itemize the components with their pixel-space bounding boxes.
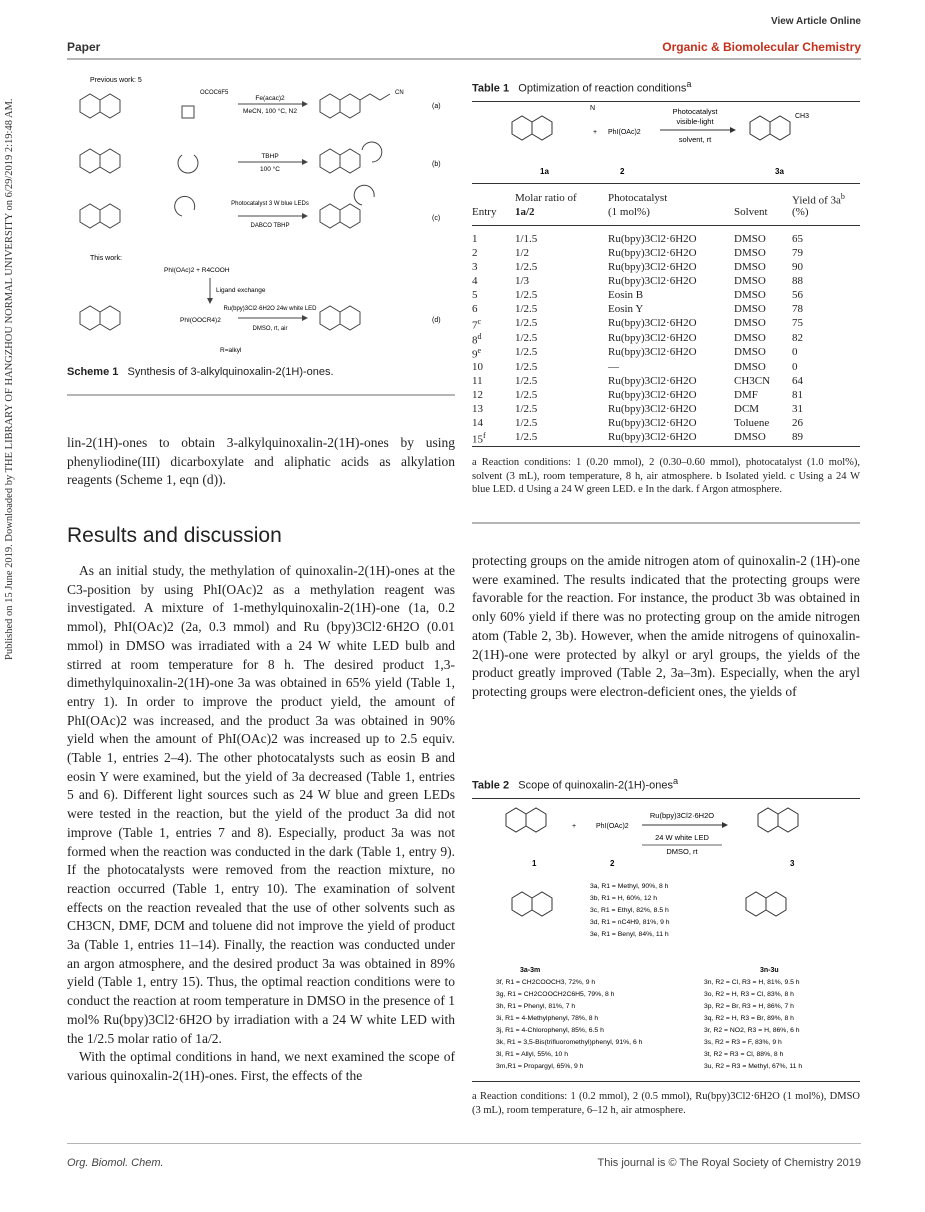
scheme-pre-3: PhI(OOCR4)2: [180, 317, 221, 324]
cell-entry: 1: [472, 233, 478, 245]
ring-a2: [100, 94, 120, 118]
cell-yield: 31: [792, 402, 803, 415]
scheme-row-d-bottom: DMSO, rt, air: [252, 326, 288, 332]
cell-solvent: DMSO: [734, 331, 766, 344]
table-row: [472, 317, 852, 332]
ring-d3: [320, 306, 340, 330]
scope-entry: 3i, R1 = 4-Methylphenyl, 78%, 8 h: [496, 1015, 599, 1022]
cell-entry: 15$^f$: [472, 430, 486, 446]
ether-ring: [178, 155, 198, 173]
t2-list-a: [590, 883, 670, 938]
results-text: [67, 562, 455, 1086]
table-1-caption: [472, 79, 692, 95]
t1-col-ratio-1: Molar ratio of: [515, 192, 577, 204]
footer-journal: Org. Biomol. Chem.: [67, 1157, 164, 1169]
cell-ratio: 1/1.5: [515, 233, 538, 245]
cell-cat: Ru(bpy)3Cl2·6H2O: [608, 233, 697, 245]
table-2-footnote: a Reaction conditions: 1 (0.2 mmol), 2 (0.5 mmol), Ru(bpy)3Cl2·6H2O (1 mol%), DMSO (3 mL), room temperature, 6–12 h, air atmosphere.: [472, 1091, 860, 1116]
t1-col-solvent: Solvent: [734, 206, 768, 218]
t2-label-2: 2: [610, 859, 615, 868]
scheme-row-b-bottom: 100 °C: [260, 166, 280, 173]
t1-conditions: solvent, rt: [678, 135, 712, 144]
table-1-bottom-rule: [472, 446, 860, 447]
cell-cat: Eosin Y: [608, 303, 644, 315]
cell-entry: 12: [472, 388, 483, 401]
cell-yield: 75: [792, 317, 803, 329]
ring-a3: [320, 94, 340, 118]
publication-sidebar: [4, 100, 18, 660]
table-1-caption-label: Table 1: [472, 82, 510, 95]
cell-ratio: 1/2.5: [515, 289, 538, 301]
t1-col-yield-1: Yield of $3a^b$: [792, 192, 845, 207]
t1-col-ratio-2: 1a/2: [515, 206, 535, 218]
cell-cat: Ru(bpy)3Cl2·6H2O: [608, 374, 697, 387]
scheme-previous-work: Previous work: 5: [90, 77, 142, 84]
table-row: [472, 389, 852, 403]
scope-entry: 3r, R2 = NO2, R3 = H, 86%, 6 h: [704, 1027, 800, 1034]
ring-b1: [80, 149, 100, 173]
table-row: [472, 275, 852, 289]
cell-cat: Ru(bpy)3Cl2·6H2O: [608, 416, 697, 429]
cell-solvent: DMSO: [734, 346, 766, 359]
table-1-caption-sup: a: [686, 79, 692, 89]
scope-entry: 3l, R1 = Allyl, 55%, 10 h: [496, 1051, 568, 1058]
t2-light: 24 W white LED: [655, 833, 709, 842]
table-2-caption-text: Scope of quinoxalin-2(1H)-ones: [518, 779, 673, 792]
cell-cat: —: [608, 360, 619, 373]
cell-entry: 8$^d$: [472, 331, 482, 347]
cell-solvent: DMSO: [734, 360, 766, 373]
cell-entry: 11: [472, 374, 483, 387]
chain-a: [360, 94, 390, 100]
table-row: [472, 431, 852, 446]
table-row: [472, 233, 852, 247]
scope-entry: 3o, R2 = H, R3 = Cl, 83%, 8 h: [704, 991, 794, 998]
cell-entry: 4: [472, 275, 478, 287]
intro-paragraph-end: lin-2(1H)-ones to obtain 3-alkylquinoxalin-2(1H)-ones by using phenyliodine(III) dicarboxylate and aliphatic acids as alkylation reagents (Scheme 1, eqn (d)).: [67, 435, 455, 488]
scheme-1-caption-label: Scheme 1: [67, 366, 119, 378]
header-section-label: Paper: [67, 40, 101, 54]
footer-rule: [67, 1143, 861, 1144]
scheme-row-a-top: Fe(acac)2: [255, 95, 285, 102]
cell-yield: 56: [792, 289, 803, 301]
cell-yield: 82: [792, 331, 803, 344]
entry-footnote-mark: c: [477, 317, 482, 326]
ring-c1: [80, 204, 100, 228]
t2-list-left: [496, 979, 643, 1070]
scope-entry: 3j, R1 = 4-Chlorophenyl, 85%, 6.5 h: [496, 1027, 604, 1034]
cell-solvent: Toluene: [734, 416, 770, 429]
table-2-caption: [472, 776, 678, 792]
cell-yield: 65: [792, 233, 803, 245]
table-1-footnote: a Reaction conditions: 1 (0.20 mmol), 2 (0.30–0.60 mmol), photocatalyst (1.0 mol%), solvent (3 mL), room temperature, 8 h, air atmosphere. b Isolated yield. c Using a 24 W blue LED. d Using a 24 W green LED. e In the dark. f Argon atmosphere.: [472, 457, 860, 495]
footer-copyright: This journal is © The Royal Society of Chemistry 2019: [597, 1157, 861, 1169]
cell-solvent: DMSO: [734, 289, 766, 301]
cell-ratio: 1/2.5: [515, 374, 538, 387]
ring-b2: [100, 149, 120, 173]
cell-entry: 7$^c$: [472, 317, 482, 332]
cell-entry: 3: [472, 261, 478, 273]
t2-group-b: 3n-3u: [760, 967, 779, 974]
scope-entry: 3f, R1 = CH2COOCH3, 72%, 9 h: [496, 979, 596, 986]
t1-label-2: 2: [620, 167, 625, 176]
scheme-row-c-bottom: DABCO TBHP: [250, 223, 290, 229]
scheme-1-graphic: [70, 70, 460, 360]
table-1-reaction: [490, 104, 840, 180]
t1-col-cat-2: (1 mol%): [608, 206, 650, 218]
cell-cat: Ru(bpy)3Cl2·6H2O: [608, 247, 697, 259]
table-2-caption-label: Table 2: [472, 779, 510, 792]
entry-footnote-mark: d: [477, 331, 482, 341]
table-2-top-rule: [472, 798, 860, 799]
scope-entry: 3k, R1 = 3,5-Bis(trifluoromethyl)phenyl, 91%, 6 h: [496, 1039, 643, 1046]
scheme-row-b-id: (b): [432, 161, 441, 168]
entry-footnote-mark: e: [477, 346, 482, 356]
table-1-header-rule: [472, 183, 860, 184]
scope-entry: 3d, R1 = nC4H9, 81%, 9 h: [590, 919, 670, 926]
scheme-extra-label: OCOC6F5: [200, 90, 229, 96]
table-1-body-rule: [472, 225, 860, 226]
table-2-graphic: [472, 800, 860, 1085]
publication-note: Published on 15 June 2019. Downloaded by THE LIBRARY OF HANGZHOU NORMAL UNIVERSITY on 6/29/2019 2:19:48 AM.: [4, 98, 15, 660]
cell-solvent: DMSO: [734, 317, 766, 329]
cell-ratio: 1/2.5: [515, 388, 538, 401]
cell-yield: 0: [792, 360, 798, 373]
results-paragraph-1: As an initial study, the methylation of quinoxalin-2(1H)-ones at the C3-position by using PhI(OAc)2 as a methylation reagent was investigated. A mixture of 1-methylquinoxalin-2(1H)-one (1a, 0.2 mmol), PhI(OAc)2 (2a, 0.3 mmol) and Ru (bpy)3Cl2·6H2O (0.01 mmol) in DMSO was irradiated with a 24 W white LED bulb and stirred at room temperature for 8 h. The desired product 1,3-dimethylquinoxalin-2(1H)-one 3a was obtained in 65% yield (Table 1, entry 1). In order to improve the product yield, the amount of PhI(OAc)2 was increased, and the product 3a was obtained in 90% yield when the amount of PhI(OAc)2 was increased up to 2.5 equiv. (Table 1, entries 2–4). The other photocatalysts such as eosin B and eosin Y were examined, but the yield of 3a decreased (Table 1, entries 5 and 6). Different light sources such as 24 W blue and green LEDs were tested in the reaction, but the yield of the product 3a did not improve (Table 1, entries 7 and 8). Especially, product 3a was not formed when the reaction was conducted in the dark (Table 1, entry 9). If the photocatalysts were removed from the reaction mixture, no reaction occurred (Table 1, entry 10). The examination of solvent effects on the reaction revealed that the use of other solvents such as CH3CN, DMF, DCM and toluene did not improve the yield of product 3a (Table 1, entries 11–14). Finally, the reaction was conducted under an argon atmosphere, and the desired product 3a was obtained in 89% yield (Table 1, entry 15). Thus, the optimal reaction conditions were to conduct the reaction at room temperature in DMSO in the presence of 1 mol% Ru(bpy)3Cl2·6H2O by irradiation with a 24 W white LED with the 1/2.5 molar ratio of 1a/2.: [67, 563, 455, 1046]
section-heading: Results and discussion: [67, 524, 282, 547]
x-ring: [175, 196, 195, 216]
t2-label-1: 1: [532, 859, 537, 868]
scope-entry: 3t, R2 = R3 = Cl, 88%, 8 h: [704, 1051, 784, 1058]
table-1-end-rule: [472, 522, 860, 524]
cell-ratio: 1/2.5: [515, 317, 538, 329]
entry-footnote-mark: f: [483, 430, 486, 440]
cell-cat: Ru(bpy)3Cl2·6H2O: [608, 317, 697, 329]
scheme-product-sub: CN: [395, 90, 404, 96]
cell-yield: 90: [792, 261, 803, 273]
table-1-caption-text: Optimization of reaction conditions: [518, 82, 687, 95]
cell-cat: Ru(bpy)3Cl2·6H2O: [608, 331, 697, 344]
cell-ratio: 1/2: [515, 247, 530, 259]
table-row: [472, 375, 852, 389]
header-rule: [67, 58, 861, 60]
t1-col-cat-1: Photocatalyst: [608, 192, 668, 204]
cell-cat: Ru(bpy)3Cl2·6H2O: [608, 275, 697, 287]
scope-entry: 3a, R1 = Methyl, 90%, 8 h: [590, 883, 669, 890]
ring-a1: [80, 94, 100, 118]
table-row: [472, 261, 852, 275]
cell-ratio: 1/2.5: [515, 430, 538, 443]
table-row: [472, 247, 852, 261]
t2-label-3: 3: [790, 859, 795, 868]
t2-list-right: [704, 979, 802, 1070]
ring-a4: [340, 94, 360, 118]
scope-entry: 3g, R1 = CH2COOCH2C6H5, 79%, 8 h: [496, 991, 615, 998]
cell-cat: Ru(bpy)3Cl2·6H2O: [608, 402, 697, 415]
scheme-1-caption: [67, 366, 334, 378]
cell-cat: Ru(bpy)3Cl2·6H2O: [608, 388, 697, 401]
cell-ratio: 1/2.5: [515, 416, 538, 429]
cell-ratio: 1/2.5: [515, 331, 538, 344]
svg-text:N: N: [590, 105, 596, 112]
t1-col-entry: Entry: [472, 206, 497, 218]
table-1-top-rule: [472, 101, 860, 102]
table-row: [472, 289, 852, 303]
cell-yield: 79: [792, 247, 803, 259]
scheme-pre-2: Ligand exchange: [216, 287, 266, 294]
cell-entry: 2: [472, 247, 478, 259]
cell-yield: 0: [792, 346, 798, 359]
cell-ratio: 1/2.5: [515, 402, 538, 415]
scheme-pre-1: PhI(OAc)2 + R4COOH: [164, 267, 230, 274]
ring-b4: [340, 149, 360, 173]
ring-d4: [340, 306, 360, 330]
scheme-row-a-bottom: MeCN, 100 °C, N2: [243, 108, 297, 115]
svg-text:+: +: [572, 823, 577, 830]
results-paragraph-2: With the optimal conditions in hand, we next examined the scope of various quinoxalin-2(1H)-ones. First, the effects of the: [67, 1049, 455, 1083]
table-row: [472, 303, 852, 317]
cell-cat: Ru(bpy)3Cl2·6H2O: [608, 261, 697, 273]
ether-ring-product: [362, 142, 382, 162]
scheme-row-c-top: Photocatalyst 3 W blue LEDs: [231, 201, 309, 207]
cell-ratio: 1/2.5: [515, 261, 538, 273]
table-row: [472, 361, 852, 375]
scope-entry: 3q, R2 = H, R3 = Br, 89%, 8 h: [704, 1015, 794, 1022]
cell-solvent: DMF: [734, 388, 758, 401]
table-1-body: [472, 233, 860, 446]
t2-reagent: PhI(OAc)2: [596, 823, 629, 830]
t1-reagent: PhI(OAc)2: [608, 129, 641, 136]
cell-cat: Ru(bpy)3Cl2·6H2O: [608, 346, 697, 359]
cell-entry: 14: [472, 416, 483, 429]
cyclobutane: [182, 106, 194, 118]
cell-solvent: DMSO: [734, 303, 766, 315]
scope-entry: 3h, R1 = Phenyl, 81%, 7 h: [496, 1003, 576, 1010]
t1-catalyst: Photocatalyst: [672, 107, 718, 116]
cell-yield: 81: [792, 388, 803, 401]
scheme-row-b-top: TBHP: [261, 153, 279, 160]
cell-cat: Eosin B: [608, 289, 644, 301]
journal-title: Organic & Biomolecular Chemistry: [662, 40, 861, 54]
cell-solvent: DMSO: [734, 247, 766, 259]
cell-entry: 9e: [472, 346, 482, 361]
scope-entry: 3s, R2 = R3 = F, 83%, 9 h: [704, 1039, 782, 1046]
scheme-row-a-id: (a): [432, 103, 441, 110]
table-row: [472, 332, 852, 347]
scope-entry: 3c, R1 = Ethyl, 82%, 8.5 h: [590, 907, 669, 914]
cell-ratio: 1/2.5: [515, 360, 538, 373]
scheme-row-d-id: (d): [432, 317, 441, 324]
t1-col-yield-2: (%): [792, 206, 809, 218]
svg-text:CH3: CH3: [795, 113, 810, 120]
scheme-1-rule: [67, 394, 455, 396]
cell-solvent: DMSO: [734, 233, 766, 245]
x-ring-product: [354, 185, 374, 205]
scheme-row-c-id: (c): [432, 215, 441, 222]
scope-entry: 3p, R2 = Br, R3 = H, 86%, 7 h: [704, 1003, 794, 1010]
table-row: [472, 403, 852, 417]
cell-yield: 89: [792, 430, 803, 443]
scheme-r-label: R=alkyl: [220, 347, 242, 354]
table-row: [472, 346, 852, 361]
cell-solvent: DMSO: [734, 261, 766, 273]
cell-yield: 64: [792, 374, 803, 387]
cell-entry: 6: [472, 303, 478, 315]
ring-d1: [80, 306, 100, 330]
svg-text:+: +: [593, 129, 598, 136]
scope-entry: 3b, R1 = H, 60%, 12 h: [590, 895, 658, 902]
scheme-this-work: This work:: [90, 255, 122, 262]
t1-label-3a: 3a: [775, 167, 784, 176]
table-2-bottom-rule: [472, 1081, 860, 1082]
cell-solvent: CH3CN: [734, 374, 771, 387]
scope-entry: 3e, R1 = Benyl, 84%, 11 h: [590, 931, 669, 938]
cell-ratio: 1/2.5: [515, 346, 538, 359]
cell-entry: 10: [472, 360, 483, 373]
cell-solvent: DCM: [734, 402, 760, 415]
ring-c2: [100, 204, 120, 228]
scope-entry: 3u, R2 = R3 = Methyl, 67%, 11 h: [704, 1063, 803, 1070]
cell-solvent: DMSO: [734, 430, 766, 443]
table-2-caption-sup: a: [672, 776, 679, 786]
table-row: [472, 417, 852, 431]
cell-entry: 5: [472, 289, 478, 301]
ring-d2: [100, 306, 120, 330]
scheme-row-d-top: Ru(bpy)3Cl2·6H2O 24w white LED: [223, 306, 317, 312]
scope-entry: 3n, R2 = Cl, R3 = H, 81%, 9.5 h: [704, 979, 800, 986]
t1-light: visible-light: [676, 117, 714, 126]
ring-c3: [320, 204, 340, 228]
t2-conditions: DMSO, rt: [666, 847, 698, 856]
view-article-online-link[interactable]: View Article Online: [770, 16, 861, 27]
t2-catalyst: Ru(bpy)3Cl2·6H2O: [649, 811, 715, 820]
cell-ratio: 1/2.5: [515, 303, 538, 315]
right-paragraph: protecting groups on the amide nitrogen atom of quinoxalin-2 (1H)-one were examined. The results indicated that the protecting groups were favorable for the reaction. For instance, the product 3b was obtained in only 60% yield if there was no protecting group on the amide nitrogen atom (Table 2, 3b). However, when the amide nitrogens of quinoxalin-2(1H)-one were protected by alkyl or aryl groups, the yields of the product greatly improved (Table 2, 3a–3m). Especially, when the aryl protecting groups were electron-deficient ones, the yields of: [472, 553, 860, 699]
ring-b3: [320, 149, 340, 173]
t1-label-1a: 1a: [540, 167, 549, 176]
ring-c4: [340, 204, 360, 228]
cell-solvent: DMSO: [734, 275, 766, 287]
cell-ratio: 1/3: [515, 275, 530, 287]
cell-yield: 78: [792, 303, 803, 315]
cell-entry: 13: [472, 402, 483, 415]
t2-group-a: 3a-3m: [520, 967, 541, 974]
scheme-1-caption-text: Synthesis of 3-alkylquinoxalin-2(1H)-ones.: [127, 366, 334, 378]
table-1: [472, 233, 852, 446]
scope-entry: 3m,R1 = Propargyl, 65%, 9 h: [496, 1063, 584, 1070]
cell-yield: 88: [792, 275, 803, 287]
cell-yield: 26: [792, 416, 803, 429]
cell-cat: Ru(bpy)3Cl2·6H2O: [608, 430, 697, 443]
